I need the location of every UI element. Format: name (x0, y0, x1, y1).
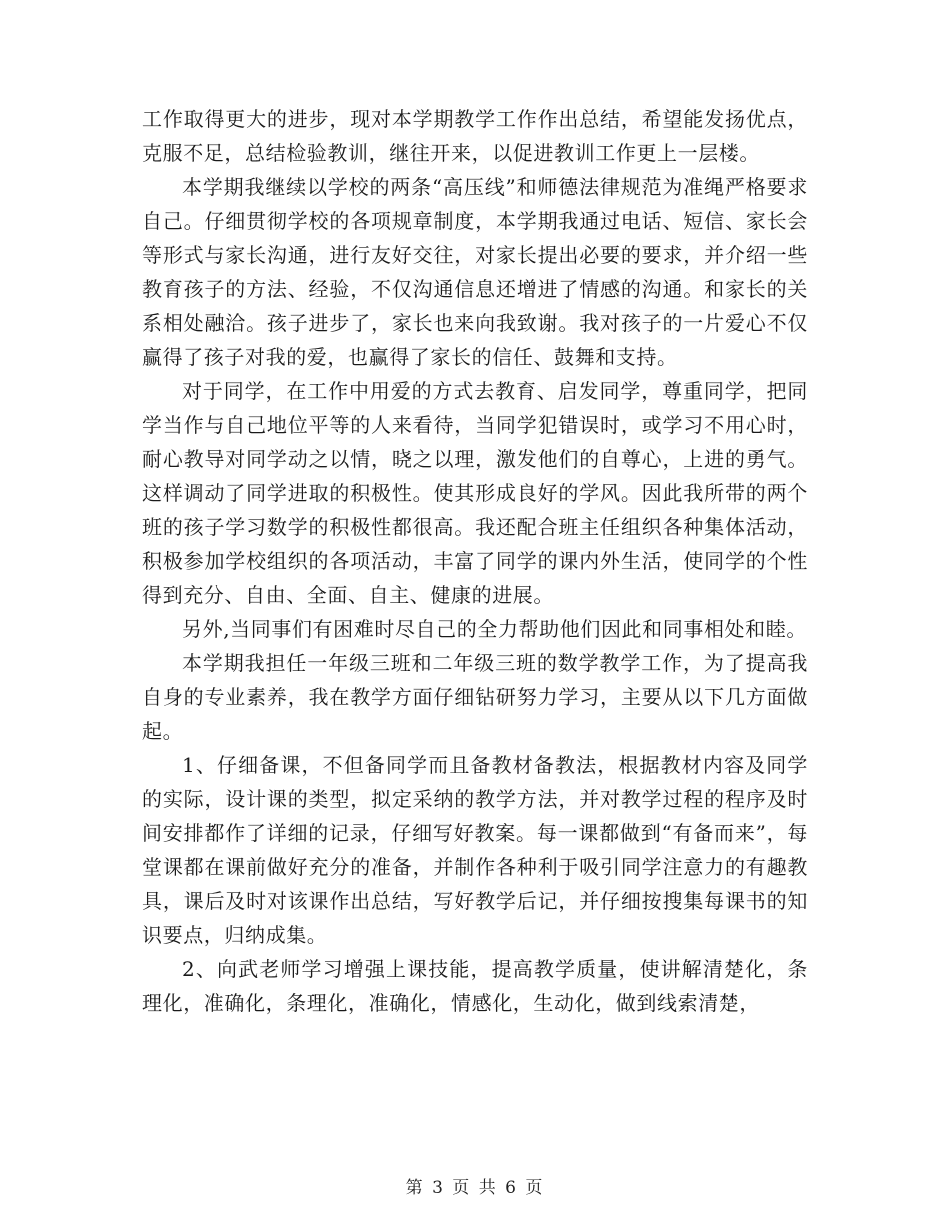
paragraph-7: 2、向武老师学习增强上课技能，提高教学质量，使讲解清楚化，条理化，准确化，条理化，准确化，情感化，生动化，做到线索清楚， (142, 957, 808, 1015)
paragraph-2: 本学期我继续以学校的两条“高压线”和师德法律规范为准绳严格要求自己。仔细贯彻学校的各项规章制度，本学期我通过电话、短信、家长会等形式与家长沟通，进行友好交往，对家长提出必要的要求，并介绍一些教育孩子的方法、经验，不仅沟通信息还增进了情感的沟通。和家长的关系相处融洽。孩子进步了，家长也来向我致谢。我对孩子的一片爱心不仅赢得了孩子对我的爱，也赢得了家长的信任、鼓舞和支持。 (142, 175, 808, 369)
paragraph-6: 1、仔细备课，不但备同学而且备教材备教法，根据教材内容及同学的实际，设计课的类型，拟定采纳的教学方法，并对教学过程的程序及时间安排都作了详细的记录，仔细写好教案。每一课都做到“有备而来”，每堂课都在课前做好充分的准备，并制作各种利于吸引同学注意力的有趣教具，课后及时对该课作出总结，写好教学后记，并仔细按搜集每课书的知识要点，归纳成集。 (142, 753, 808, 947)
document-body (142, 102, 808, 1020)
paragraph-3: 对于同学，在工作中用爱的方式去教育、启发同学，尊重同学，把同学当作与自己地位平等的人来看待，当同学犯错误时，或学习不用心时，耐心教导对同学动之以情，晓之以理，激发他们的自尊心，上进的勇气。这样调动了同学进取的积极性。使其形成良好的学风。因此我所带的两个班的孩子学习数学的积极性都很高。我还配合班主任组织各种集体活动，积极参加学校组织的各项活动，丰富了同学的课内外生活，使同学的个性得到充分、自由、全面、自主、健康的进展。 (142, 379, 808, 607)
page-number-footer: 第 3 页 共 6 页 (405, 1178, 545, 1198)
paragraph-5: 本学期我担任一年级三班和二年级三班的数学教学工作，为了提高我自身的专业素养，我在教学方面仔细钻研努力学习，主要从以下几方面做起。 (142, 651, 808, 743)
paragraph-4: 另外,当同事们有困难时尽自己的全力帮助他们因此和同事相处和睦。 (182, 617, 807, 641)
paragraph-1: 工作取得更大的进步，现对本学期教学工作作出总结，希望能发扬优点，克服不足，总结检验教训，继往开来，以促进教训工作更上一层楼。 (142, 107, 808, 165)
